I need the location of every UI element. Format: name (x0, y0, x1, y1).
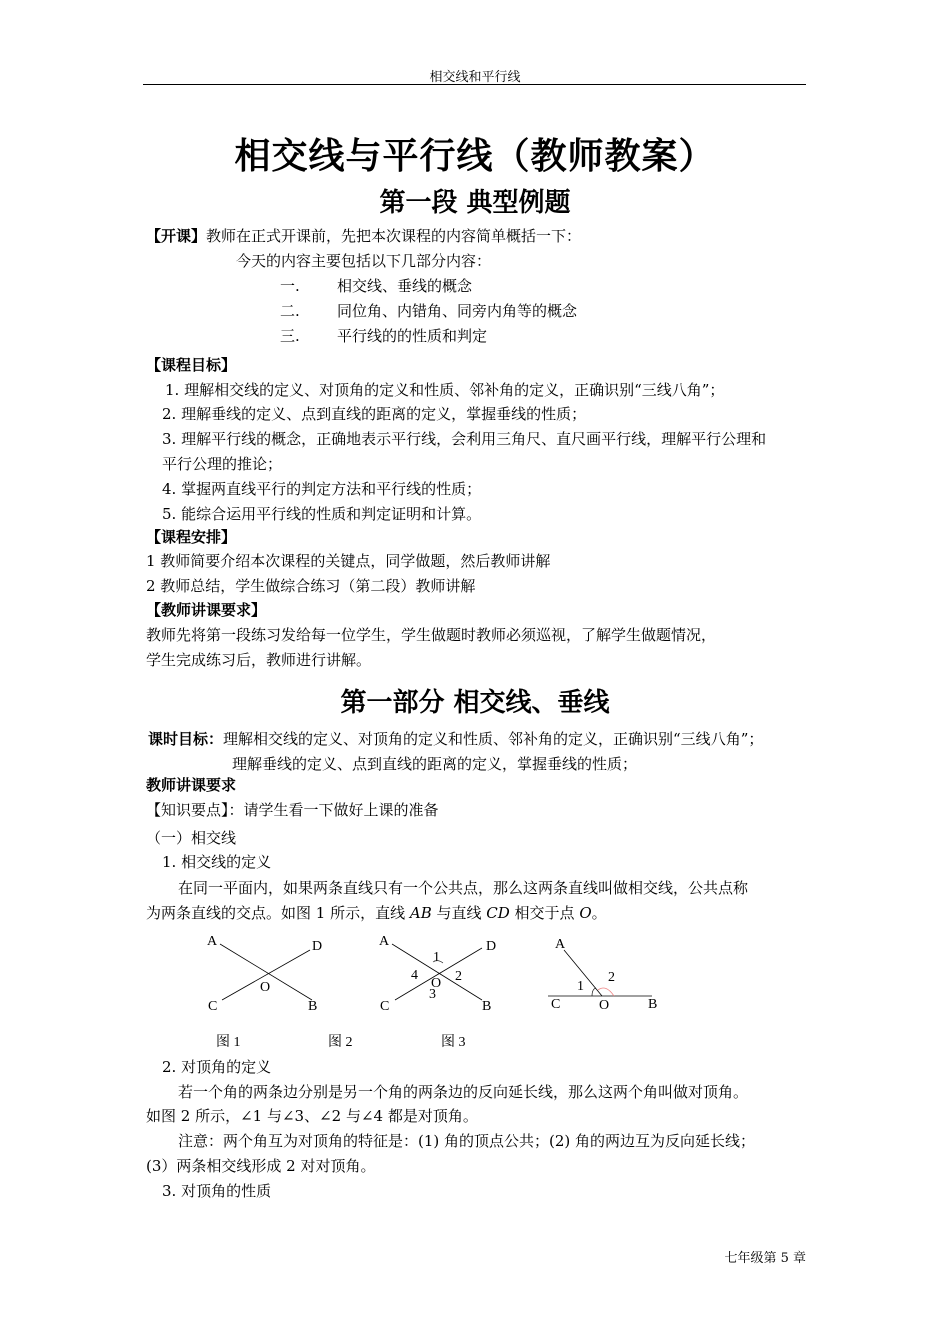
def1-line: 为两条直线的交点。如图 1 所示，直线 AB 与直线 CD 相交于点 O。 (146, 904, 607, 922)
label-d: D (486, 939, 497, 954)
label-c: C (380, 999, 390, 1014)
figure-2 (328, 934, 496, 1050)
intro-item-text: 平行线的的性质和判定 (337, 327, 488, 345)
label-c: C (551, 997, 561, 1012)
schedule-item: 2 教师总结，学生做综合练习（第二段）教师讲解 (146, 577, 476, 595)
label-a: A (379, 934, 390, 949)
label-o: O (599, 998, 610, 1013)
label-b: B (482, 999, 492, 1014)
figures-diagram (190, 928, 680, 1056)
label-angle-2: 2 (608, 970, 615, 985)
document-title: 相交线与平行线（教师教案） (234, 136, 716, 177)
intro-subtext: 今天的内容主要包括以下几部分内容： (236, 252, 492, 270)
label-d: D (312, 939, 323, 954)
intro-item-text: 同位角、内错角、同旁内角等的概念 (337, 302, 578, 320)
def2-line: 若一个角的两条边分别是另一个角的两条边的反向延长线，那么这两个角叫做对顶角。 (178, 1083, 749, 1101)
lesson-goal: 课时目标：理解相交线的定义、对顶角的定义和性质、邻补角的定义，正确识别“三线八角”； (148, 730, 764, 748)
teaching-req-line: 学生完成练习后，教师进行讲解。 (146, 651, 372, 669)
goal-item: 2. 理解垂线的定义、点到直线的距离的定义，掌握垂线的性质； (162, 405, 587, 423)
label-b: B (648, 997, 658, 1012)
intro-item: 一. (280, 277, 300, 295)
page-footer: 七年级第 5 章 (724, 1251, 806, 1266)
label-angle-3: 3 (429, 987, 436, 1002)
caption-fig2: 图 2 (328, 1035, 353, 1050)
def2-line: 如图 2 所示，∠1 与∠3、∠2 与∠4 都是对顶角。 (146, 1107, 478, 1125)
angle-2-arc (598, 988, 614, 996)
label-angle-4: 4 (411, 968, 418, 983)
caption-fig3: 图 3 (441, 1035, 466, 1050)
angle-1-arc (592, 988, 596, 996)
goal-item: 平行公理的推论； (162, 455, 283, 473)
lesson-goal-label: 课时目标： (148, 730, 224, 748)
intro-text: 教师在正式开课前，先把本次课程的内容简单概括一下： (206, 227, 582, 245)
figure-3 (441, 937, 657, 1050)
caption-fig1: 图 1 (216, 1035, 241, 1050)
subsection-intersecting-lines: （一）相交线 (146, 829, 237, 847)
lesson-goal-line2: 理解垂线的定义、点到直线的距离的定义，掌握垂线的性质； (232, 755, 638, 773)
goal-item: 4. 掌握两直线平行的判定方法和平行线的性质； (162, 480, 482, 498)
intro-item: 二. (280, 302, 300, 320)
def2-note: 注意：两个角互为对顶角的特征是：(1) 角的顶点公共；(2) 角的两边互为反向延长线； (178, 1132, 756, 1150)
teaching-req-label: 【教师讲课要求】 (146, 601, 267, 619)
label-b: B (308, 999, 318, 1014)
intro-item-text: 相交线、垂线的概念 (337, 277, 473, 295)
label-angle-2: 2 (455, 969, 462, 984)
label-angle-1: 1 (577, 979, 584, 994)
label-o: O (431, 976, 442, 991)
schedule-item: 1 教师简要介绍本次课程的关键点，同学做题，然后教师讲解 (146, 552, 551, 570)
intro-paragraph (146, 226, 581, 246)
figure-1 (207, 934, 322, 1050)
intro-label: 【开课】 (146, 227, 207, 245)
schedule-label: 【课程安排】 (146, 528, 237, 546)
knowledge-points: 【知识要点】：请学生看一下做好上课的准备 (146, 801, 439, 819)
def1-line: 在同一平面内，如果两条直线只有一个公共点，那么这两条直线叫做相交线，公共点称 (178, 879, 749, 897)
teaching-req-line: 教师先将第一段练习发给每一位学生，学生做题时教师必须巡视，了解学生做题情况， (146, 626, 717, 644)
goal-item: 1. 理解相交线的定义、对顶角的定义和性质、邻补角的定义，正确识别“三线八角”； (165, 381, 725, 399)
label-a: A (555, 937, 566, 952)
label-a: A (207, 934, 218, 949)
section1-title: 第一段 典型例题 (379, 188, 571, 218)
goal-item: 5. 能综合运用平行线的性质和判定证明和计算。 (162, 505, 482, 523)
def1-title: 1. 相交线的定义 (162, 853, 272, 871)
header-rule (143, 84, 806, 85)
part1-title: 第一部分 相交线、垂线 (340, 688, 610, 718)
def3-title: 3. 对顶角的性质 (162, 1182, 272, 1200)
goal-item: 3. 理解平行线的概念，正确地表示平行线，会利用三角尺、直尺画平行线，理解平行公理和 (162, 430, 767, 448)
intro-item: 三. (280, 327, 300, 345)
teacher-req-label: 教师讲课要求 (146, 776, 237, 794)
label-c: C (208, 999, 218, 1014)
label-o: O (260, 980, 271, 995)
def2-title: 2. 对顶角的定义 (162, 1058, 272, 1076)
def2-note: (3）两条相交线形成 2 对对顶角。 (146, 1157, 376, 1175)
goals-label: 【课程目标】 (146, 356, 237, 374)
label-angle-1: 1 (433, 950, 440, 965)
running-header: 相交线和平行线 (429, 70, 521, 85)
